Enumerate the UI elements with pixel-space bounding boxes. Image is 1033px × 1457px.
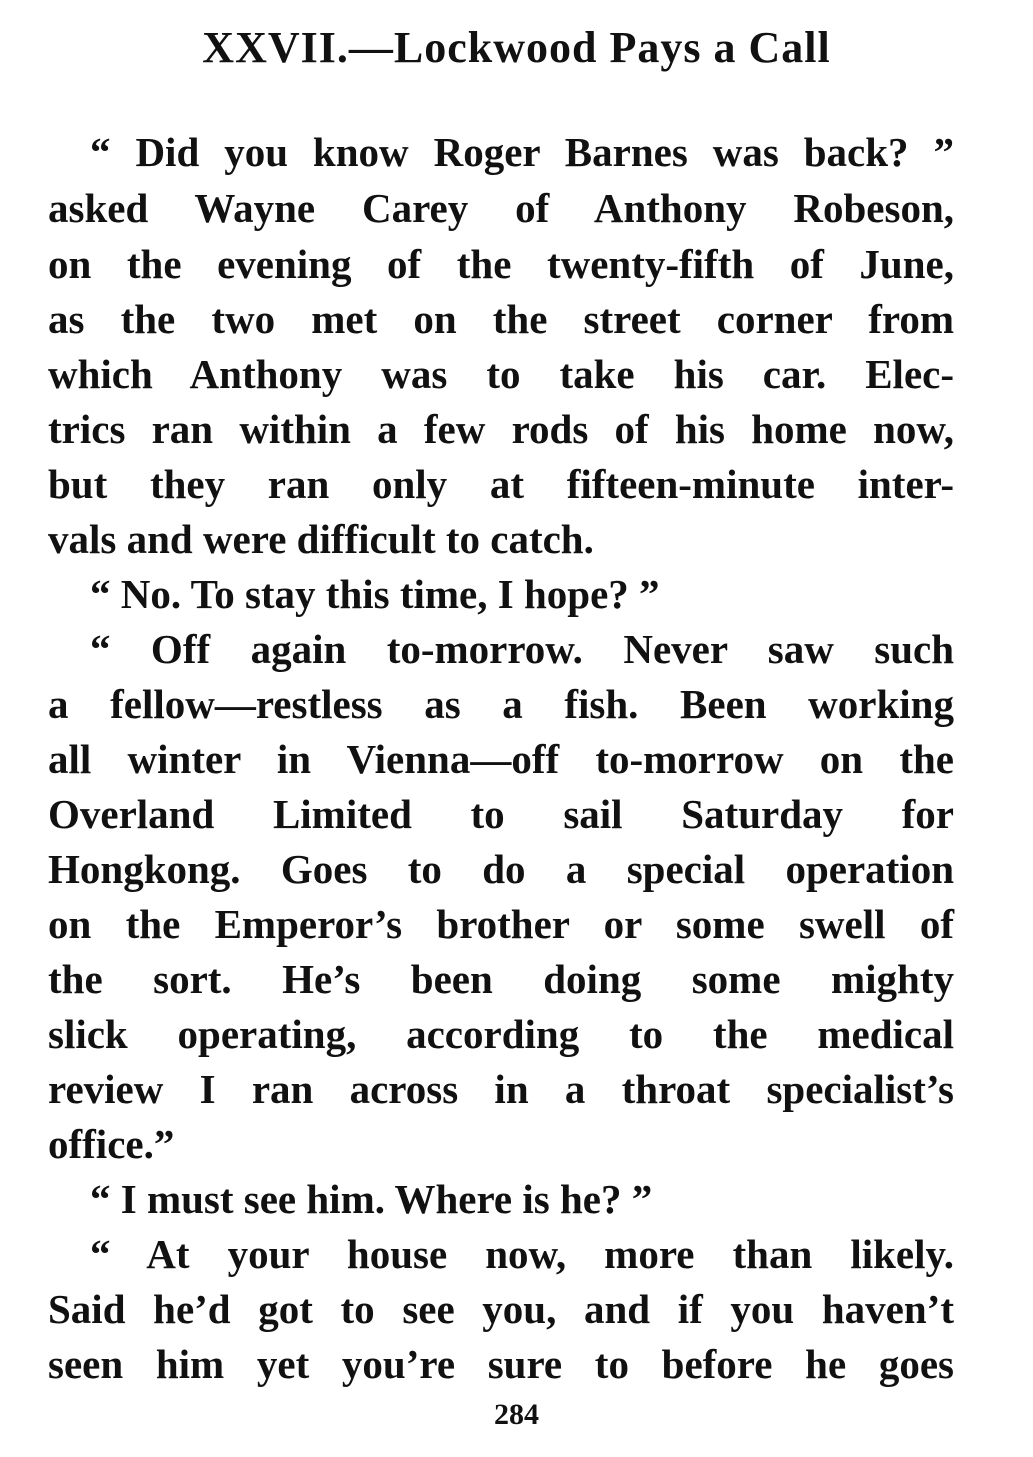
text-line: seen him yet you’re sure to before he goes: [48, 1341, 954, 1387]
text-line: “ Did you know Roger Barnes was back? ”: [90, 129, 954, 175]
text-line: “ No. To stay this time, I hope? ”: [90, 571, 660, 617]
text-line: on the Emperor’s brother or some swell of: [48, 901, 954, 947]
text-line: the sort. He’s been doing some mighty: [48, 956, 954, 1002]
text-line: asked Wayne Carey of Anthony Robeson,: [48, 185, 954, 231]
text-line: trics ran within a few rods of his home now,: [48, 406, 954, 452]
text-line: as the two met on the street corner from: [48, 296, 954, 342]
text-line: a fellow—restless as a fish. Been working: [48, 681, 954, 727]
text-line: vals and were difficult to catch.: [48, 516, 594, 562]
text-line: but they ran only at fifteen-minute inter-: [48, 461, 954, 507]
page-number: 284: [494, 1398, 539, 1431]
chapter-title: XXVII.—Lockwood Pays a Call: [202, 23, 831, 72]
text-line: review I ran across in a throat specialist’s: [48, 1066, 954, 1112]
text-line: all winter in Vienna—off to-morrow on the: [48, 736, 954, 782]
text-line: which Anthony was to take his car. Elec-: [48, 351, 954, 397]
text-line: on the evening of the twenty-fifth of June,: [48, 241, 954, 287]
text-line: Said he’d got to see you, and if you haven’t: [48, 1286, 954, 1332]
text-line: Overland Limited to sail Saturday for: [48, 791, 954, 837]
text-line: “ Off again to-morrow. Never saw such: [90, 626, 954, 672]
text-line: slick operating, according to the medical: [48, 1011, 954, 1057]
text-line: “ I must see him. Where is he? ”: [90, 1176, 653, 1222]
text-line: “ At your house now, more than likely.: [90, 1231, 954, 1277]
text-line: office.”: [48, 1121, 175, 1167]
text-line: Hongkong. Goes to do a special operation: [48, 846, 954, 892]
